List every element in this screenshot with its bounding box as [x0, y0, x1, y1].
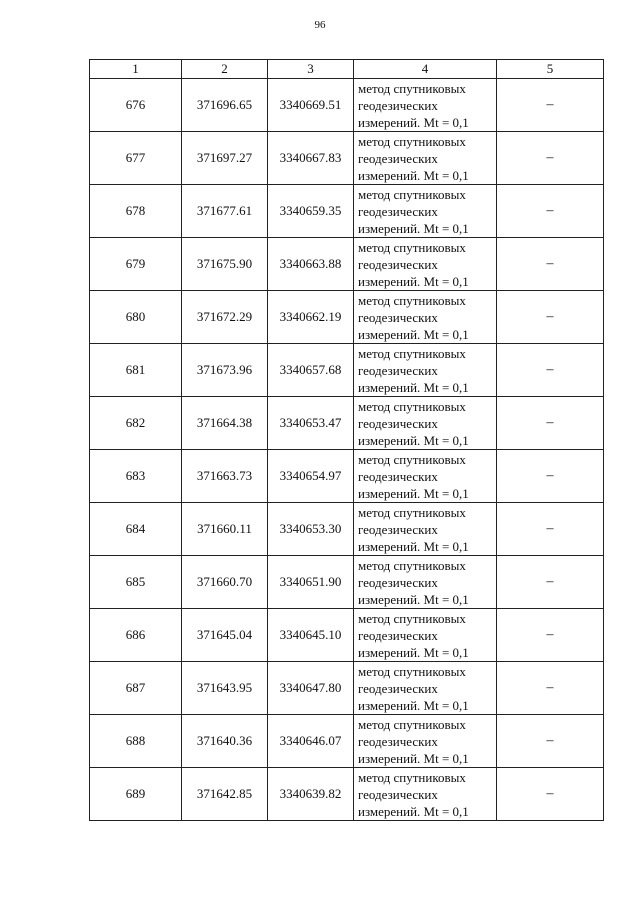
- method-line: измерений. Mt = 0,1: [358, 326, 469, 342]
- header-col-5: 5: [497, 60, 604, 79]
- method-cell: [354, 132, 497, 185]
- x-coordinate-cell: 371643.95: [182, 662, 268, 715]
- method-cell: [354, 185, 497, 238]
- table-row: [90, 662, 604, 715]
- note-cell: –: [497, 291, 604, 344]
- point-number-cell: 687: [90, 662, 182, 715]
- method-line: метод спутниковых: [358, 451, 466, 467]
- method-line: геодезических: [358, 680, 438, 696]
- note-cell: –: [497, 556, 604, 609]
- x-coordinate-cell: 371672.29: [182, 291, 268, 344]
- y-coordinate-cell: 3340667.83: [268, 132, 354, 185]
- note-cell: –: [497, 768, 604, 821]
- table-row: [90, 344, 604, 397]
- note-cell: –: [497, 79, 604, 132]
- point-number-cell: 684: [90, 503, 182, 556]
- table-row: [90, 715, 604, 768]
- method-cell: [354, 450, 497, 503]
- note-cell: –: [497, 397, 604, 450]
- method-line: измерений. Mt = 0,1: [358, 167, 469, 183]
- method-line: метод спутниковых: [358, 663, 466, 679]
- method-line: метод спутниковых: [358, 80, 466, 96]
- note-cell: –: [497, 185, 604, 238]
- y-coordinate-cell: 3340669.51: [268, 79, 354, 132]
- point-number-cell: 676: [90, 79, 182, 132]
- method-line: измерений. Mt = 0,1: [358, 644, 469, 660]
- method-line: метод спутниковых: [358, 133, 466, 149]
- method-line: геодезических: [358, 627, 438, 643]
- y-coordinate-cell: 3340653.30: [268, 503, 354, 556]
- point-number-cell: 678: [90, 185, 182, 238]
- x-coordinate-cell: 371697.27: [182, 132, 268, 185]
- y-coordinate-cell: 3340662.19: [268, 291, 354, 344]
- method-line: метод спутниковых: [358, 239, 466, 255]
- method-line: геодезических: [358, 574, 438, 590]
- header-col-2: 2: [182, 60, 268, 79]
- table-row: [90, 609, 604, 662]
- method-line: геодезических: [358, 97, 438, 113]
- point-number-cell: 683: [90, 450, 182, 503]
- method-line: метод спутниковых: [358, 186, 466, 202]
- note-cell: –: [497, 503, 604, 556]
- note-cell: –: [497, 715, 604, 768]
- table-row: [90, 450, 604, 503]
- method-line: метод спутниковых: [358, 504, 466, 520]
- y-coordinate-cell: 3340645.10: [268, 609, 354, 662]
- page-number: 96: [314, 19, 326, 31]
- method-line: измерений. Mt = 0,1: [358, 485, 469, 501]
- method-line: геодезических: [358, 256, 438, 272]
- x-coordinate-cell: 371642.85: [182, 768, 268, 821]
- method-cell: [354, 79, 497, 132]
- x-coordinate-cell: 371645.04: [182, 609, 268, 662]
- method-line: метод спутниковых: [358, 769, 466, 785]
- method-line: измерений. Mt = 0,1: [358, 750, 469, 766]
- table-row: [90, 397, 604, 450]
- method-line: метод спутниковых: [358, 292, 466, 308]
- method-cell: [354, 609, 497, 662]
- x-coordinate-cell: 371673.96: [182, 344, 268, 397]
- method-line: измерений. Mt = 0,1: [358, 220, 469, 236]
- y-coordinate-cell: 3340654.97: [268, 450, 354, 503]
- method-cell: [354, 238, 497, 291]
- method-line: метод спутниковых: [358, 345, 466, 361]
- note-cell: –: [497, 344, 604, 397]
- method-cell: [354, 768, 497, 821]
- point-number-cell: 685: [90, 556, 182, 609]
- method-line: геодезических: [358, 150, 438, 166]
- x-coordinate-cell: 371675.90: [182, 238, 268, 291]
- table-row: [90, 503, 604, 556]
- method-line: метод спутниковых: [358, 557, 466, 573]
- method-line: измерений. Mt = 0,1: [358, 803, 469, 819]
- method-line: измерений. Mt = 0,1: [358, 273, 469, 289]
- method-line: геодезических: [358, 468, 438, 484]
- method-line: геодезических: [358, 521, 438, 537]
- point-number-cell: 689: [90, 768, 182, 821]
- table-row: [90, 132, 604, 185]
- method-line: геодезических: [358, 786, 438, 802]
- table-header-row: [90, 60, 604, 79]
- method-line: геодезических: [358, 415, 438, 431]
- method-line: измерений. Mt = 0,1: [358, 697, 469, 713]
- y-coordinate-cell: 3340651.90: [268, 556, 354, 609]
- table-row: [90, 238, 604, 291]
- method-cell: [354, 503, 497, 556]
- table-row: [90, 291, 604, 344]
- method-line: геодезических: [358, 309, 438, 325]
- x-coordinate-cell: 371677.61: [182, 185, 268, 238]
- point-number-cell: 679: [90, 238, 182, 291]
- method-line: метод спутниковых: [358, 716, 466, 732]
- method-line: измерений. Mt = 0,1: [358, 379, 469, 395]
- table-body: [90, 79, 604, 821]
- table-row: [90, 556, 604, 609]
- x-coordinate-cell: 371664.38: [182, 397, 268, 450]
- point-number-cell: 681: [90, 344, 182, 397]
- x-coordinate-cell: 371660.70: [182, 556, 268, 609]
- y-coordinate-cell: 3340639.82: [268, 768, 354, 821]
- method-line: измерений. Mt = 0,1: [358, 538, 469, 554]
- method-line: геодезических: [358, 362, 438, 378]
- note-cell: –: [497, 450, 604, 503]
- method-cell: [354, 715, 497, 768]
- y-coordinate-cell: 3340647.80: [268, 662, 354, 715]
- point-number-cell: 677: [90, 132, 182, 185]
- header-col-1: 1: [90, 60, 182, 79]
- table-row: [90, 768, 604, 821]
- method-cell: [354, 344, 497, 397]
- method-line: метод спутниковых: [358, 610, 466, 626]
- note-cell: –: [497, 132, 604, 185]
- point-number-cell: 682: [90, 397, 182, 450]
- note-cell: –: [497, 238, 604, 291]
- x-coordinate-cell: 371663.73: [182, 450, 268, 503]
- y-coordinate-cell: 3340653.47: [268, 397, 354, 450]
- method-line: измерений. Mt = 0,1: [358, 114, 469, 130]
- x-coordinate-cell: 371696.65: [182, 79, 268, 132]
- y-coordinate-cell: 3340659.35: [268, 185, 354, 238]
- method-line: измерений. Mt = 0,1: [358, 591, 469, 607]
- coordinates-table: [89, 59, 604, 821]
- header-col-3: 3: [268, 60, 354, 79]
- method-cell: [354, 662, 497, 715]
- method-line: геодезических: [358, 733, 438, 749]
- method-line: метод спутниковых: [358, 398, 466, 414]
- y-coordinate-cell: 3340657.68: [268, 344, 354, 397]
- method-line: геодезических: [358, 203, 438, 219]
- x-coordinate-cell: 371660.11: [182, 503, 268, 556]
- y-coordinate-cell: 3340663.88: [268, 238, 354, 291]
- table-row: [90, 79, 604, 132]
- method-cell: [354, 556, 497, 609]
- y-coordinate-cell: 3340646.07: [268, 715, 354, 768]
- header-col-4: 4: [354, 60, 497, 79]
- note-cell: –: [497, 609, 604, 662]
- point-number-cell: 688: [90, 715, 182, 768]
- method-line: измерений. Mt = 0,1: [358, 432, 469, 448]
- point-number-cell: 686: [90, 609, 182, 662]
- note-cell: –: [497, 662, 604, 715]
- x-coordinate-cell: 371640.36: [182, 715, 268, 768]
- method-cell: [354, 397, 497, 450]
- point-number-cell: 680: [90, 291, 182, 344]
- method-cell: [354, 291, 497, 344]
- table-row: [90, 185, 604, 238]
